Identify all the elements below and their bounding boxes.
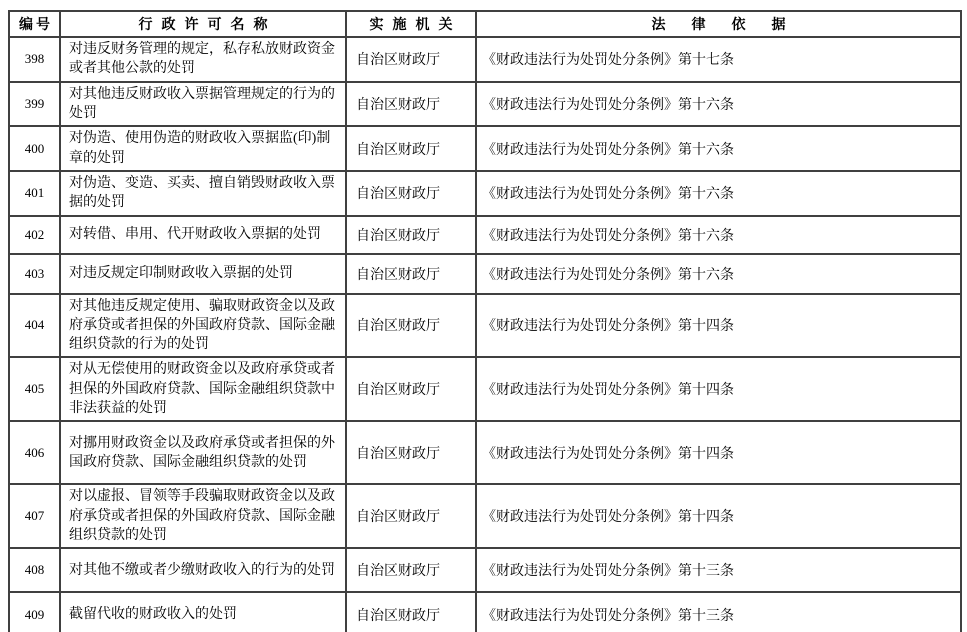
legal-basis-cell: 《财政违法行为处罚处分条例》第十四条 <box>476 484 961 548</box>
row-number-cell: 407 <box>9 484 60 548</box>
agency-cell: 自治区财政厅 <box>346 82 476 127</box>
legal-basis-cell: 《财政违法行为处罚处分条例》第十七条 <box>476 37 961 82</box>
table-row <box>9 294 961 358</box>
legal-basis-cell: 《财政违法行为处罚处分条例》第十六条 <box>476 171 961 216</box>
legal-basis-cell: 《财政违法行为处罚处分条例》第十六条 <box>476 82 961 127</box>
row-number-cell: 405 <box>9 357 60 421</box>
agency-cell: 自治区财政厅 <box>346 421 476 484</box>
table-row <box>9 126 961 171</box>
agency-cell: 自治区财政厅 <box>346 37 476 82</box>
legal-basis-cell: 《财政违法行为处罚处分条例》第十六条 <box>476 126 961 171</box>
agency-cell: 自治区财政厅 <box>346 294 476 358</box>
permit-name-cell: 对从无偿使用的财政资金以及政府承贷或者担保的外国政府贷款、国际金融组织贷款中非法获益的处罚 <box>60 357 346 421</box>
agency-cell: 自治区财政厅 <box>346 592 476 632</box>
row-number-cell: 399 <box>9 82 60 127</box>
row-number-cell: 402 <box>9 216 60 254</box>
legal-basis-cell: 《财政违法行为处罚处分条例》第十三条 <box>476 548 961 592</box>
table-row <box>9 421 961 484</box>
permit-name-cell: 对其他不缴或者少缴财政收入的行为的处罚 <box>60 548 346 592</box>
table-row <box>9 171 961 216</box>
agency-cell: 自治区财政厅 <box>346 357 476 421</box>
agency-cell: 自治区财政厅 <box>346 126 476 171</box>
permit-name-cell: 对伪造、使用伪造的财政收入票据监(印)制章的处罚 <box>60 126 346 171</box>
row-number-cell: 406 <box>9 421 60 484</box>
table-row <box>9 357 961 421</box>
legal-basis-cell: 《财政违法行为处罚处分条例》第十六条 <box>476 216 961 254</box>
row-number-cell: 408 <box>9 548 60 592</box>
header-row <box>9 11 961 37</box>
table-row <box>9 592 961 632</box>
permit-name-cell: 截留代收的财政收入的处罚 <box>60 592 346 632</box>
table-row <box>9 548 961 592</box>
row-number-cell: 400 <box>9 126 60 171</box>
permit-name-cell: 对挪用财政资金以及政府承贷或者担保的外国政府贷款、国际金融组织贷款的处罚 <box>60 421 346 484</box>
row-number-cell: 398 <box>9 37 60 82</box>
legal-basis-cell: 《财政违法行为处罚处分条例》第十四条 <box>476 357 961 421</box>
table-row <box>9 37 961 82</box>
agency-cell: 自治区财政厅 <box>346 548 476 592</box>
legal-basis-cell: 《财政违法行为处罚处分条例》第十六条 <box>476 254 961 294</box>
legal-basis-cell: 《财政违法行为处罚处分条例》第十三条 <box>476 592 961 632</box>
row-number-cell: 409 <box>9 592 60 632</box>
agency-cell: 自治区财政厅 <box>346 171 476 216</box>
row-number-cell: 401 <box>9 171 60 216</box>
table-row <box>9 484 961 548</box>
agency-cell: 自治区财政厅 <box>346 484 476 548</box>
table-row <box>9 82 961 127</box>
table-row <box>9 254 961 294</box>
permit-name-cell: 对以虚报、冒领等手段骗取财政资金以及政府承贷或者担保的外国政府贷款、国际金融组织贷款的处罚 <box>60 484 346 548</box>
permit-name-cell: 对其他违反规定使用、骗取财政资金以及政府承贷或者担保的外国政府贷款、国际金融组织贷款的行为的处罚 <box>60 294 346 358</box>
permit-name-cell: 对违反财务管理的规定，私存私放财政资金或者其他公款的处罚 <box>60 37 346 82</box>
legal-basis-cell: 《财政违法行为处罚处分条例》第十四条 <box>476 294 961 358</box>
header-permit-name: 行政许可名称 <box>60 11 346 37</box>
header-number: 编号 <box>9 11 60 37</box>
permit-name-cell: 对转借、串用、代开财政收入票据的处罚 <box>60 216 346 254</box>
legal-basis-cell: 《财政违法行为处罚处分条例》第十四条 <box>476 421 961 484</box>
header-legal-basis: 法律依据 <box>476 11 961 37</box>
agency-cell: 自治区财政厅 <box>346 254 476 294</box>
administrative-permits-table <box>8 10 962 632</box>
agency-cell: 自治区财政厅 <box>346 216 476 254</box>
permit-name-cell: 对其他违反财政收入票据管理规定的行为的处罚 <box>60 82 346 127</box>
row-number-cell: 404 <box>9 294 60 358</box>
table-row <box>9 216 961 254</box>
permit-name-cell: 对违反规定印制财政收入票据的处罚 <box>60 254 346 294</box>
permit-name-cell: 对伪造、变造、买卖、擅自销毁财政收入票据的处罚 <box>60 171 346 216</box>
header-agency: 实施机关 <box>346 11 476 37</box>
row-number-cell: 403 <box>9 254 60 294</box>
